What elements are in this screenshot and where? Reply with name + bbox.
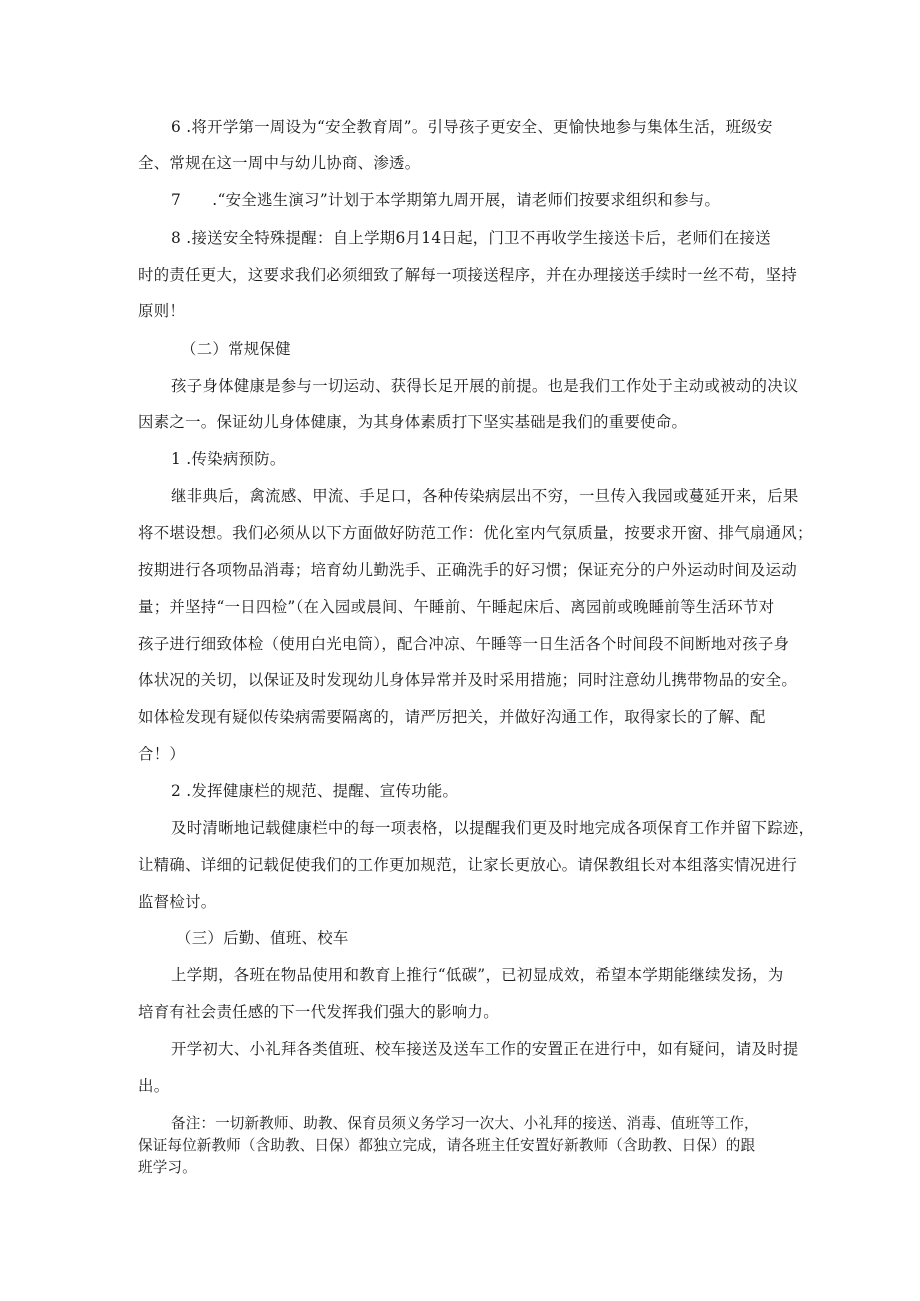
note-line-3: 班学习。: [138, 1159, 197, 1176]
paragraph-health-board-line-2: 让精确、详细的记载促使我们的工作更加规范，让家长更放心。请保教组长对本组落实情况进行: [138, 856, 798, 874]
subheading-health-board: 2 .发挥健康栏的规范、提醒、宣传功能。: [171, 782, 459, 800]
paragraph-item-8-line-1: 8 .接送安全特殊提醒：自上学期6月14日起，门卫不再收学生接送卡后，老师们在接送: [171, 229, 771, 247]
paragraph-health-board-line-3: 监督检讨。: [138, 893, 217, 911]
paragraph-disease-line-3: 按期进行各项物品消毒；培育幼儿勤洗手、正确洗手的好习惯；保证充分的户外运动时间及运动: [138, 561, 798, 579]
note-line-2: 保证每位新教师（含助教、日保）都独立完成，请各班主任安置好新教师（含助教、日保）的跟: [138, 1137, 756, 1154]
paragraph-disease-line-2: 将不堪设想。我们必须从以下方面做好防范工作：优化室内气氛质量，按要求开窗、排气扇通风；: [138, 524, 813, 542]
paragraph-disease-line-1: 继非典后，禽流感、甲流、手足口，各种传染病层出不穷，一旦传入我园或蔓延开来，后果: [171, 487, 799, 505]
paragraph-disease-line-6: 体状况的关切，以保证及时发现幼儿身体异常并及时采用措施；同时注意幼儿携带物品的安全。: [138, 671, 798, 689]
paragraph-item-7: 7 .“安全逃生演习”计划于本学期第九周开展，请老师们按要求组织和参与。: [171, 191, 721, 209]
paragraph-health-intro-line-1: 孩子身体健康是参与一切运动、获得长足开展的前提。也是我们工作处于主动或被动的决议: [171, 377, 799, 395]
paragraph-health-board-line-1: 及时清晰地记载健康栏中的每一项表格，以提醒我们更及时地完成各项保育工作并留下踪迹，: [171, 819, 815, 837]
paragraph-disease-line-5: 孩子进行细致体检（使用白光电筒），配合冲凉、午睡等一日生活各个时间段不间断地对孩子身: [138, 635, 790, 653]
paragraph-duty-line-2: 出。: [138, 1077, 170, 1095]
paragraph-low-carbon-line-1: 上学期，各班在物品使用和教育上推行“低碳”，已初显成效，希望本学期能继续发扬，为: [171, 966, 784, 984]
paragraph-item-6-line-1: 6 .将开学第一周设为“安全教育周”。引导孩子更安全、更愉快地参与集体生活，班级安: [171, 118, 773, 136]
paragraph-disease-line-7: 如体检发现有疑似传染病需要隔离的，请严厉把关，并做好沟通工作，取得家长的了解、配: [138, 708, 766, 726]
paragraph-item-6-line-2: 全、常规在这一周中与幼儿协商、渗透。: [138, 154, 421, 172]
paragraph-item-8-line-3: 原则！: [138, 302, 186, 320]
note-line-1: 备注：一切新教师、助教、保育员须义务学习一次大、小礼拜的接送、消毒、值班等工作，: [171, 1115, 759, 1132]
section-heading-health: （二）常规保健: [181, 340, 291, 358]
paragraph-disease-line-8: 合！）: [138, 745, 186, 763]
paragraph-item-8-line-2: 时的责任更大，这要求我们必须细致了解每一项接送程序，并在办理接送手续时一丝不苟，坚持: [138, 266, 798, 284]
subheading-disease-prevention: 1 .传染病预防。: [171, 450, 286, 468]
paragraph-duty-line-1: 开学初大、小礼拜各类值班、校车接送及送车工作的安置正在进行中，如有疑问，请及时提: [171, 1040, 799, 1058]
section-heading-logistics: （三）后勤、值班、校车: [176, 929, 349, 947]
paragraph-disease-line-4: 量；并坚持“一日四检”（在入园或晨间、午睡前、午睡起床后、离园前或晚睡前等生活环节对: [138, 598, 775, 616]
paragraph-health-intro-line-2: 因素之一。保证幼儿身体健康，为其身体素质打下坚实基础是我们的重要使命。: [138, 413, 688, 431]
paragraph-low-carbon-line-2: 培育有社会责任感的下一代发挥我们强大的影响力。: [138, 1003, 499, 1021]
